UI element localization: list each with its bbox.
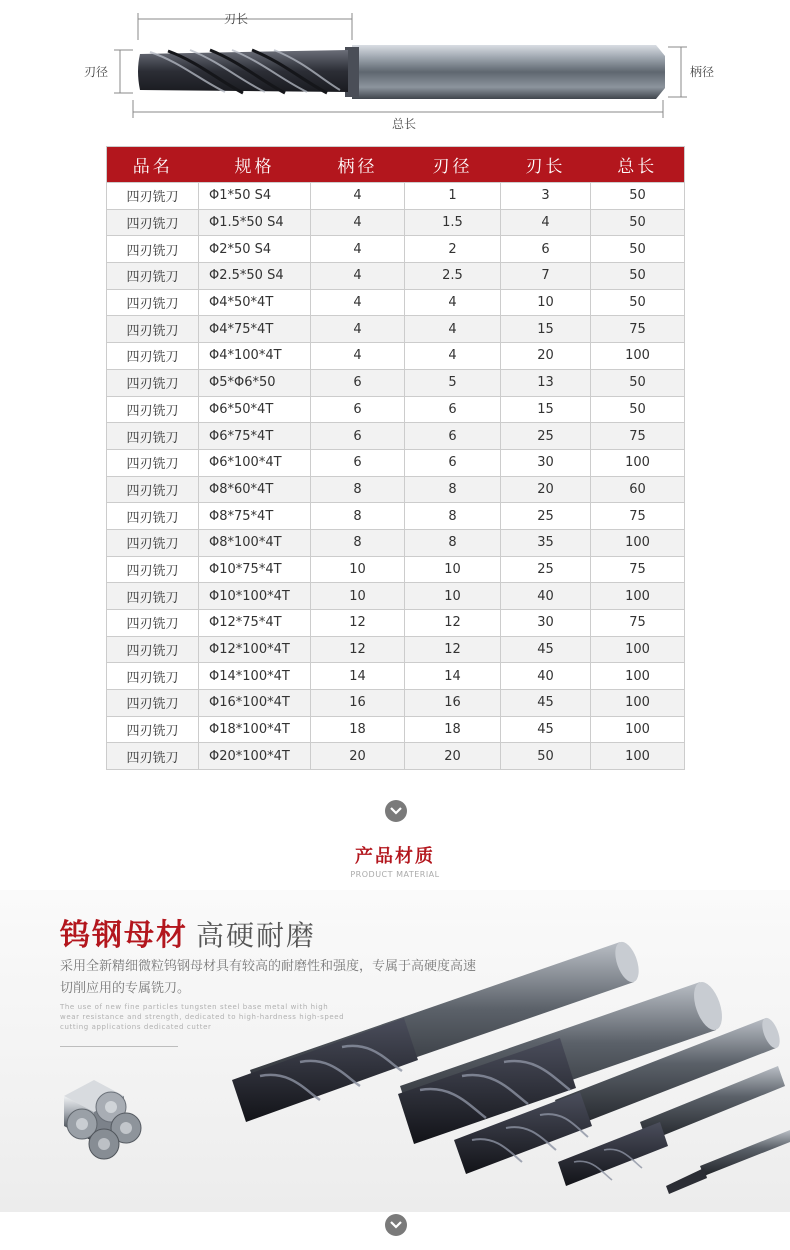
cell-total-length: 50 [591, 183, 685, 210]
cell-product-name: 四刃铣刀 [107, 663, 199, 690]
spec-table [106, 146, 685, 770]
cell-total-length: 75 [591, 423, 685, 450]
cell-blade-diameter: 12 [405, 610, 501, 637]
cell-shank-diameter: 6 [311, 369, 405, 396]
cell-shank-diameter: 8 [311, 476, 405, 503]
cell-spec: Φ12*75*4T [199, 610, 311, 637]
table-row [107, 476, 685, 503]
table-row [107, 316, 685, 343]
cell-blade-diameter: 4 [405, 289, 501, 316]
cell-shank-diameter: 18 [311, 716, 405, 743]
cell-blade-length: 13 [501, 369, 591, 396]
cell-shank-diameter: 16 [311, 690, 405, 717]
chevron-down-icon [385, 800, 407, 822]
table-row [107, 369, 685, 396]
cell-blade-diameter: 18 [405, 716, 501, 743]
section-title: 产品材质 [355, 846, 435, 867]
tungsten-rods-icon [64, 1080, 141, 1159]
header-blade-length: 刃长 [501, 147, 591, 183]
cell-blade-diameter: 16 [405, 690, 501, 717]
cell-spec: Φ2.5*50 S4 [199, 263, 311, 290]
table-row [107, 289, 685, 316]
shank-diameter-label: 柄径 [690, 65, 715, 79]
cell-shank-diameter: 8 [311, 529, 405, 556]
cell-product-name: 四刃铣刀 [107, 529, 199, 556]
blade-length-label: 刃长 [224, 12, 249, 26]
cell-total-length: 100 [591, 529, 685, 556]
cell-product-name: 四刃铣刀 [107, 343, 199, 370]
cell-total-length: 100 [591, 343, 685, 370]
table-row [107, 636, 685, 663]
cell-blade-diameter: 14 [405, 663, 501, 690]
cell-shank-diameter: 4 [311, 263, 405, 290]
cell-blade-diameter: 6 [405, 449, 501, 476]
cell-shank-diameter: 6 [311, 449, 405, 476]
cell-spec: Φ6*100*4T [199, 449, 311, 476]
cell-spec: Φ18*100*4T [199, 716, 311, 743]
end-mill-dimension-diagram [0, 0, 790, 140]
cell-blade-diameter: 10 [405, 556, 501, 583]
header-blade-diameter: 刃径 [405, 147, 501, 183]
cell-blade-length: 3 [501, 183, 591, 210]
table-row [107, 263, 685, 290]
cell-blade-length: 45 [501, 716, 591, 743]
cell-blade-diameter: 2.5 [405, 263, 501, 290]
cell-shank-diameter: 10 [311, 583, 405, 610]
table-row [107, 556, 685, 583]
cell-product-name: 四刃铣刀 [107, 690, 199, 717]
cell-blade-diameter: 1.5 [405, 209, 501, 236]
cell-spec: Φ20*100*4T [199, 743, 311, 770]
cell-blade-length: 10 [501, 289, 591, 316]
cell-total-length: 60 [591, 476, 685, 503]
cell-spec: Φ16*100*4T [199, 690, 311, 717]
cell-shank-diameter: 4 [311, 343, 405, 370]
cell-product-name: 四刃铣刀 [107, 743, 199, 770]
cell-total-length: 100 [591, 743, 685, 770]
cell-spec: Φ5*Φ6*50 [199, 369, 311, 396]
cell-product-name: 四刃铣刀 [107, 716, 199, 743]
table-row [107, 209, 685, 236]
cell-blade-length: 45 [501, 636, 591, 663]
cell-shank-diameter: 4 [311, 209, 405, 236]
table-row [107, 183, 685, 210]
cell-blade-length: 30 [501, 449, 591, 476]
cell-blade-length: 7 [501, 263, 591, 290]
cell-blade-length: 25 [501, 503, 591, 530]
table-row [107, 743, 685, 770]
cell-spec: Φ8*60*4T [199, 476, 311, 503]
cell-blade-diameter: 4 [405, 316, 501, 343]
cell-shank-diameter: 6 [311, 423, 405, 450]
cell-product-name: 四刃铣刀 [107, 316, 199, 343]
cell-blade-diameter: 8 [405, 476, 501, 503]
cell-blade-diameter: 8 [405, 529, 501, 556]
cell-product-name: 四刃铣刀 [107, 369, 199, 396]
description-chinese: 采用全新精细微粒钨钢母材具有较高的耐磨性和强度，专属于高硬度高速切削应用的专属铣刀。 [60, 959, 477, 996]
divider [60, 1046, 178, 1047]
cell-total-length: 75 [591, 610, 685, 637]
cell-blade-length: 25 [501, 423, 591, 450]
cell-product-name: 四刃铣刀 [107, 636, 199, 663]
cell-spec: Φ1.5*50 S4 [199, 209, 311, 236]
table-row [107, 503, 685, 530]
cell-spec: Φ8*100*4T [199, 529, 311, 556]
cell-product-name: 四刃铣刀 [107, 236, 199, 263]
cell-blade-length: 35 [501, 529, 591, 556]
chevron-down-icon [385, 1214, 407, 1236]
cell-blade-length: 6 [501, 236, 591, 263]
cell-spec: Φ8*75*4T [199, 503, 311, 530]
cell-total-length: 100 [591, 636, 685, 663]
cell-blade-length: 20 [501, 476, 591, 503]
cell-blade-length: 40 [501, 583, 591, 610]
cell-spec: Φ4*50*4T [199, 289, 311, 316]
cell-total-length: 50 [591, 396, 685, 423]
cell-spec: Φ10*75*4T [199, 556, 311, 583]
table-row [107, 583, 685, 610]
cell-blade-length: 30 [501, 610, 591, 637]
table-row [107, 343, 685, 370]
header-spec: 规格 [199, 147, 311, 183]
cell-blade-diameter: 6 [405, 423, 501, 450]
cell-product-name: 四刃铣刀 [107, 289, 199, 316]
cell-blade-length: 4 [501, 209, 591, 236]
cell-blade-diameter: 12 [405, 636, 501, 663]
cell-total-length: 75 [591, 556, 685, 583]
cell-shank-diameter: 10 [311, 556, 405, 583]
cell-total-length: 100 [591, 690, 685, 717]
cell-blade-diameter: 10 [405, 583, 501, 610]
cell-shank-diameter: 14 [311, 663, 405, 690]
cell-blade-length: 45 [501, 690, 591, 717]
cell-spec: Φ2*50 S4 [199, 236, 311, 263]
table-row [107, 663, 685, 690]
cell-shank-diameter: 6 [311, 396, 405, 423]
table-row [107, 423, 685, 450]
section-subtitle: PRODUCT MATERIAL [350, 870, 440, 879]
cell-blade-diameter: 4 [405, 343, 501, 370]
cell-blade-diameter: 2 [405, 236, 501, 263]
cell-spec: Φ14*100*4T [199, 663, 311, 690]
total-length-label: 总长 [392, 117, 417, 131]
cell-product-name: 四刃铣刀 [107, 183, 199, 210]
cell-product-name: 四刃铣刀 [107, 476, 199, 503]
cell-total-length: 50 [591, 263, 685, 290]
cell-blade-diameter: 20 [405, 743, 501, 770]
cell-shank-diameter: 8 [311, 503, 405, 530]
cell-product-name: 四刃铣刀 [107, 583, 199, 610]
banner-headline [60, 910, 316, 954]
cell-total-length: 50 [591, 209, 685, 236]
cell-total-length: 100 [591, 663, 685, 690]
cell-blade-length: 40 [501, 663, 591, 690]
table-row [107, 716, 685, 743]
cell-blade-diameter: 1 [405, 183, 501, 210]
cell-total-length: 50 [591, 236, 685, 263]
cell-blade-length: 25 [501, 556, 591, 583]
header-total-length: 总长 [591, 147, 685, 183]
headline-sub: 高硬耐磨 [196, 919, 317, 952]
cell-product-name: 四刃铣刀 [107, 209, 199, 236]
cell-shank-diameter: 4 [311, 289, 405, 316]
cell-blade-length: 15 [501, 396, 591, 423]
cell-blade-diameter: 5 [405, 369, 501, 396]
table-row [107, 610, 685, 637]
cell-blade-diameter: 8 [405, 503, 501, 530]
cell-total-length: 75 [591, 503, 685, 530]
cell-spec: Φ6*75*4T [199, 423, 311, 450]
table-row [107, 396, 685, 423]
cell-product-name: 四刃铣刀 [107, 503, 199, 530]
cell-spec: Φ10*100*4T [199, 583, 311, 610]
cell-shank-diameter: 20 [311, 743, 405, 770]
cell-blade-length: 50 [501, 743, 591, 770]
table-body [107, 183, 685, 770]
headline-main: 钨钢母材 [60, 918, 188, 953]
table-row [107, 690, 685, 717]
cell-product-name: 四刃铣刀 [107, 263, 199, 290]
cell-product-name: 四刃铣刀 [107, 556, 199, 583]
cell-total-length: 75 [591, 316, 685, 343]
cell-total-length: 50 [591, 289, 685, 316]
header-product-name: 品名 [107, 147, 199, 183]
table-row [107, 449, 685, 476]
description-english: The use of new fine particles tungsten steel base metal with high wear resistance and strength, dedicated to high-hardness high-speed cutting applications dedicated cutter [60, 1003, 345, 1031]
cell-total-length: 100 [591, 583, 685, 610]
cell-total-length: 50 [591, 369, 685, 396]
cell-shank-diameter: 12 [311, 610, 405, 637]
cell-product-name: 四刃铣刀 [107, 396, 199, 423]
cell-shank-diameter: 4 [311, 183, 405, 210]
table-row [107, 529, 685, 556]
cell-blade-diameter: 6 [405, 396, 501, 423]
cell-product-name: 四刃铣刀 [107, 449, 199, 476]
cell-spec: Φ4*100*4T [199, 343, 311, 370]
cell-shank-diameter: 4 [311, 236, 405, 263]
cell-spec: Φ6*50*4T [199, 396, 311, 423]
cell-spec: Φ1*50 S4 [199, 183, 311, 210]
table-header-row [107, 147, 685, 183]
cell-spec: Φ12*100*4T [199, 636, 311, 663]
cell-product-name: 四刃铣刀 [107, 610, 199, 637]
table-row [107, 236, 685, 263]
cell-blade-length: 15 [501, 316, 591, 343]
cell-shank-diameter: 4 [311, 316, 405, 343]
cell-spec: Φ4*75*4T [199, 316, 311, 343]
material-banner [0, 890, 790, 1212]
cell-product-name: 四刃铣刀 [107, 423, 199, 450]
cell-blade-length: 20 [501, 343, 591, 370]
cell-total-length: 100 [591, 449, 685, 476]
header-shank-diameter: 柄径 [311, 147, 405, 183]
blade-diameter-label: 刃径 [84, 65, 109, 79]
cell-shank-diameter: 12 [311, 636, 405, 663]
cell-total-length: 100 [591, 716, 685, 743]
